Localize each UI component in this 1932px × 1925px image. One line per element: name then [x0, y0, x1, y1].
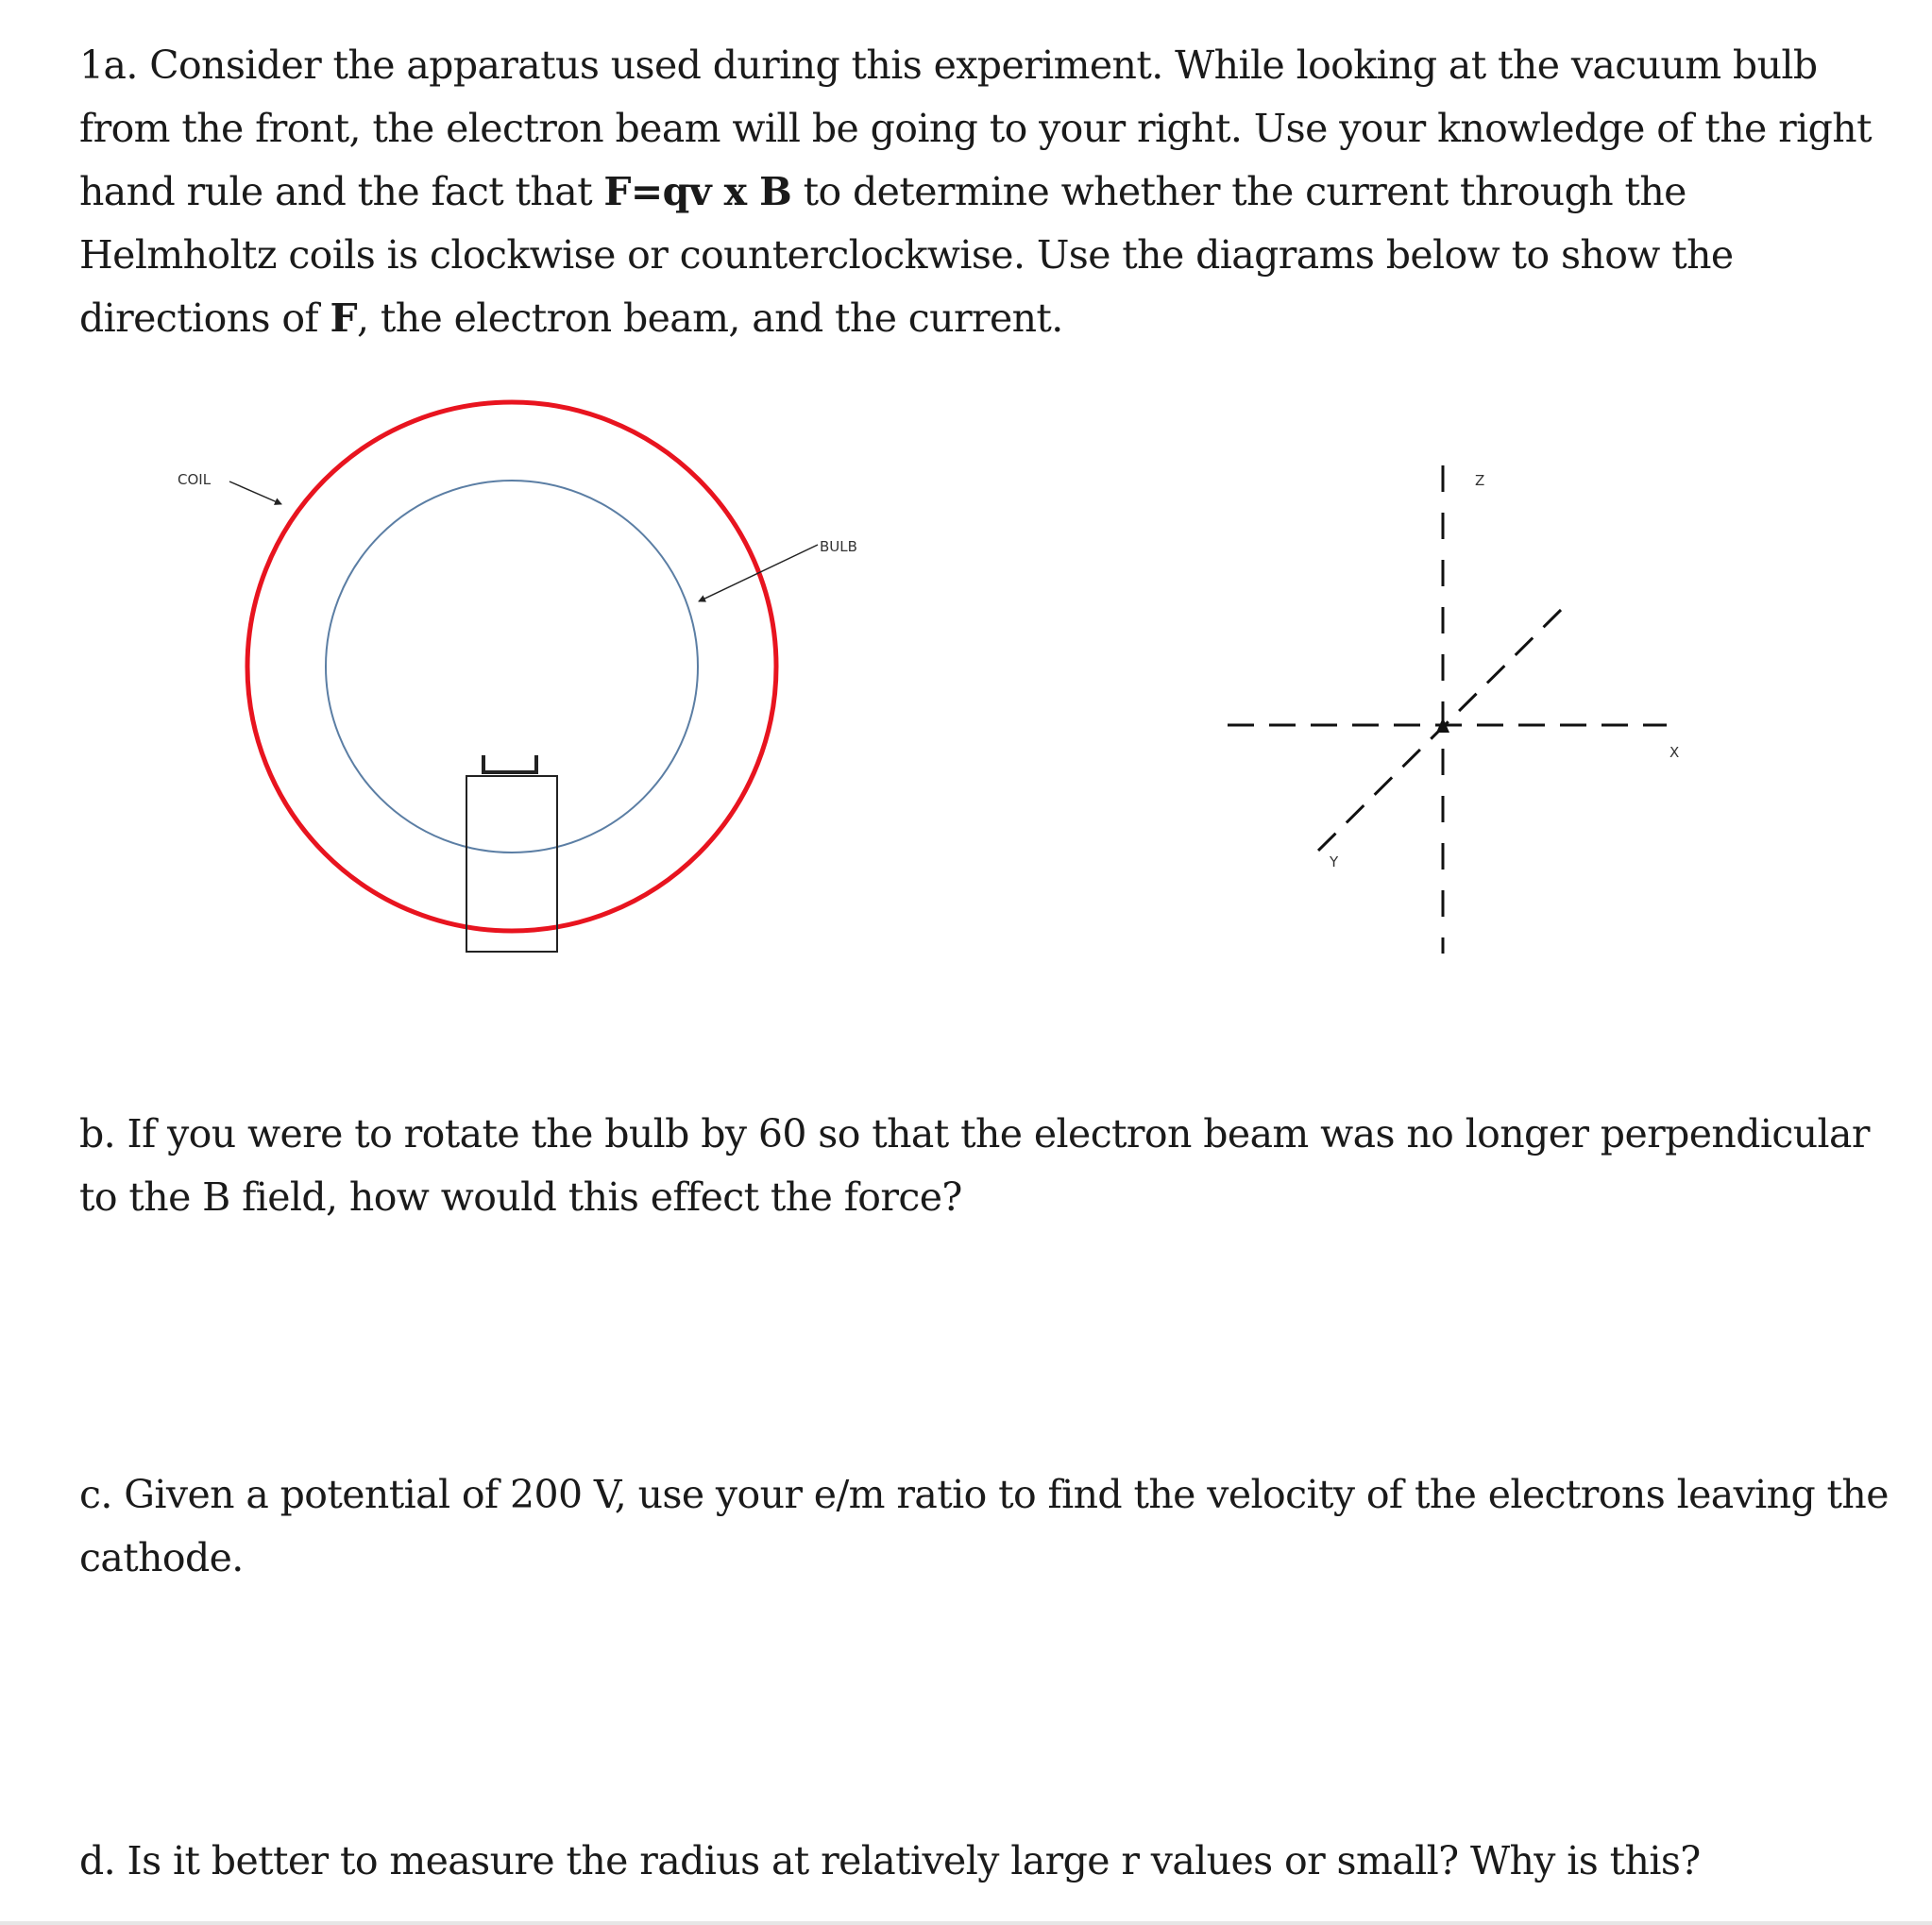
x-axis-label: X — [1669, 744, 1680, 761]
z-axis-label: Z — [1475, 472, 1485, 489]
coil-label: COIL — [178, 471, 212, 488]
question-c: c. Given a potential of 200 V, use your e/m ratio to find the velocity of the electrons leaving the cathode. — [79, 1472, 1889, 1580]
bulb-pointer-arrow — [699, 545, 818, 601]
coil-circle — [247, 402, 776, 931]
origin-arrow-tip — [1436, 718, 1449, 733]
coil-pointer-arrow — [229, 481, 281, 504]
y-axis — [1317, 610, 1561, 852]
y-axis-label: Y — [1330, 853, 1339, 870]
bulb-label: BULB — [820, 538, 857, 555]
formula-bold: F=qv x B — [603, 169, 792, 214]
electron-gun — [466, 776, 557, 952]
question-1a-text-part1: 1a. Consider the apparatus used during this experiment. While looking at the vacuum bulb from the front, the electron beam will be going to your right. Use your knowledge of the right hand rule and the fact that — [79, 42, 1872, 214]
question-d: d. Is it better to measure the radius at relatively large r values or small? Why is this? — [79, 1838, 1701, 1883]
axes-diagram — [1228, 465, 1679, 954]
question-1a — [79, 34, 1892, 350]
bulb-circle — [326, 481, 698, 853]
cathode-bracket — [483, 755, 536, 772]
force-symbol-bold: F — [330, 296, 357, 341]
question-1a-text-part3: , the electron beam, and the current. — [356, 296, 1063, 341]
question-1a-text-part2: to determine whether the current through the Helmholtz coils is clockwise or counterclockwise. Use the diagrams below to show the directions of — [79, 169, 1734, 341]
question-b: b. If you were to rotate the bulb by 60 so that the electron beam was no longer perpendicular to the B field, how would this effect the force? — [79, 1111, 1870, 1220]
bottom-divider — [0, 1921, 1932, 1925]
